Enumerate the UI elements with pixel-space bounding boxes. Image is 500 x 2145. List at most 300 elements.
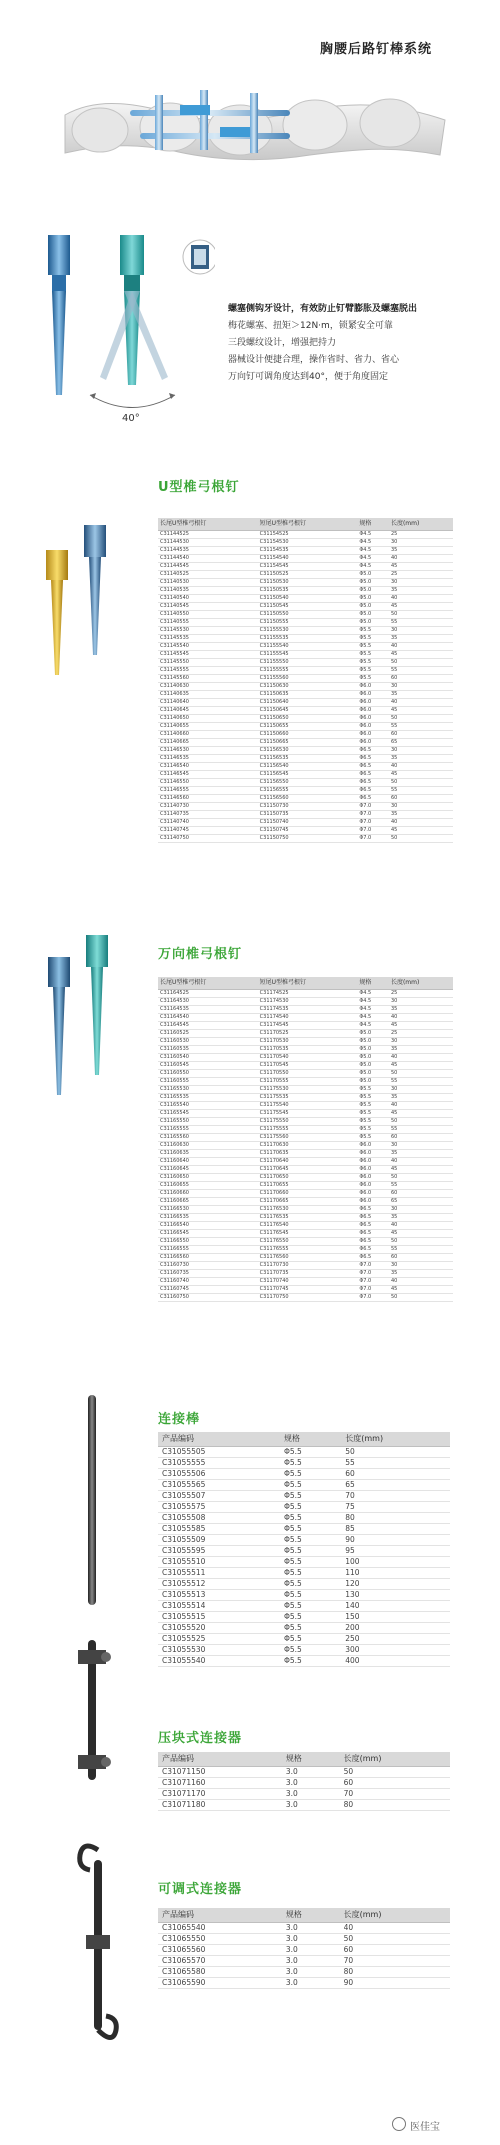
table-cell: C31055540: [158, 1656, 280, 1667]
table-cell: 40: [389, 1102, 453, 1110]
column-header: 规格: [282, 1908, 340, 1923]
table-cell: C31156535: [258, 755, 358, 763]
table-row: [158, 1182, 453, 1190]
table-cell: C31160535: [158, 1046, 258, 1054]
table-cell: C31150635: [258, 691, 358, 699]
table-cell: C31176555: [258, 1246, 358, 1254]
table-cell: Φ7.0: [357, 1286, 389, 1294]
table-cell: C31140660: [158, 731, 258, 739]
table-cell: Φ7.0: [357, 827, 389, 835]
table-cell: 25: [389, 990, 453, 998]
table-row: [158, 1270, 453, 1278]
table-cell: Φ5.5: [357, 667, 389, 675]
table-cell: 25: [389, 571, 453, 579]
table-cell: C31144530: [158, 539, 258, 547]
table-cell: 45: [389, 1110, 453, 1118]
table-row: [158, 1656, 450, 1667]
table-cell: C31055507: [158, 1491, 280, 1502]
table-cell: C31166560: [158, 1254, 258, 1262]
table-cell: Φ6.5: [357, 747, 389, 755]
table-cell: 300: [341, 1645, 450, 1656]
table-cell: 60: [389, 1134, 453, 1142]
table-cell: 50: [389, 1174, 453, 1182]
table-cell: C31150645: [258, 707, 358, 715]
table-cell: C31140540: [158, 595, 258, 603]
table-cell: C31176540: [258, 1222, 358, 1230]
table-cell: Φ5.0: [357, 1030, 389, 1038]
page-title: 胸腰后路钉棒系统: [320, 42, 433, 57]
table-cell: 45: [389, 603, 453, 611]
table-cell: C31055513: [158, 1590, 280, 1601]
table-cell: C31055575: [158, 1502, 280, 1513]
table-cell: 35: [389, 1270, 453, 1278]
column-header: 长度(mm): [340, 1908, 450, 1923]
table-row: [158, 811, 453, 819]
column-header: 长度(mm): [389, 977, 453, 990]
table-cell: 35: [389, 547, 453, 555]
table-cell: Φ6.5: [357, 779, 389, 787]
table-cell: 120: [341, 1579, 450, 1590]
table-cell: Φ6.5: [357, 1238, 389, 1246]
table-cell: C31160530: [158, 1038, 258, 1046]
table-cell: C31170750: [258, 1294, 358, 1302]
table-cell: C31160735: [158, 1270, 258, 1278]
table-cell: Φ5.5: [357, 1110, 389, 1118]
table-row: [158, 1062, 453, 1070]
table-row: [158, 755, 453, 763]
table-row: [158, 579, 453, 587]
column-header: 产品编码: [158, 1908, 282, 1923]
column-header: 规格: [357, 518, 389, 531]
table-cell: C31065550: [158, 1934, 282, 1945]
table-row: [158, 1078, 453, 1086]
table-cell: Φ5.5: [357, 675, 389, 683]
table-cell: C31155550: [258, 659, 358, 667]
table-cell: Φ5.5: [280, 1568, 341, 1579]
table-cell: 55: [389, 723, 453, 731]
table-cell: 30: [389, 683, 453, 691]
table-row: [158, 1286, 453, 1294]
table-cell: C31166530: [158, 1206, 258, 1214]
table-cell: 60: [389, 795, 453, 803]
table-cell: Φ4.5: [357, 1006, 389, 1014]
table-cell: Φ5.0: [357, 595, 389, 603]
table-cell: 55: [341, 1458, 450, 1469]
table-cell: Φ4.5: [357, 555, 389, 563]
column-header: 短尾U型椎弓根钉: [258, 977, 358, 990]
table-row: [158, 795, 453, 803]
table-cell: Φ6.5: [357, 1254, 389, 1262]
table-cell: 60: [340, 1945, 450, 1956]
table-cell: C31150740: [258, 819, 358, 827]
table-row: [158, 555, 453, 563]
poly-screw-image: [42, 935, 122, 1105]
table-cell: C31150745: [258, 827, 358, 835]
table-cell: Φ5.5: [280, 1458, 341, 1469]
table-cell: Φ6.0: [357, 1166, 389, 1174]
table-cell: C31160525: [158, 1030, 258, 1038]
table-cell: C31146560: [158, 795, 258, 803]
table-row: [158, 531, 453, 539]
table-cell: 45: [389, 1022, 453, 1030]
table-cell: C31170530: [258, 1038, 358, 1046]
table-cell: 55: [389, 619, 453, 627]
feature-line-1: 螺塞侧钩牙设计，有效防止钉臂膨胀及螺塞脱出: [228, 304, 418, 314]
table-cell: C31146535: [158, 755, 258, 763]
table-cell: 55: [389, 787, 453, 795]
table-cell: C31150730: [258, 803, 358, 811]
table-cell: C31146555: [158, 787, 258, 795]
table-row: [158, 1214, 453, 1222]
table-cell: C31154535: [258, 547, 358, 555]
table-cell: Φ5.5: [280, 1656, 341, 1667]
table-cell: Φ5.5: [280, 1480, 341, 1491]
table-row: [158, 763, 453, 771]
table-row: [158, 1789, 450, 1800]
table-cell: 3.0: [282, 1978, 340, 1989]
feature-line-3: 三段螺纹设计，增强把持力: [228, 338, 337, 348]
table-cell: C31140525: [158, 571, 258, 579]
table-cell: Φ5.5: [280, 1601, 341, 1612]
column-header: 长度(mm): [341, 1432, 450, 1447]
block-connector-table: [158, 1752, 450, 1811]
table-cell: C31055515: [158, 1612, 280, 1623]
table-cell: 35: [389, 1046, 453, 1054]
table-cell: Φ7.0: [357, 1294, 389, 1302]
table-row: [158, 723, 453, 731]
table-cell: Φ7.0: [357, 1270, 389, 1278]
table-row: [158, 1006, 453, 1014]
spine-implant-illustration: [60, 75, 450, 180]
table-row: [158, 595, 453, 603]
table-cell: C31176535: [258, 1214, 358, 1222]
table-cell: C31150545: [258, 603, 358, 611]
table-cell: C31174525: [258, 990, 358, 998]
block-connector-title: 压块式连接器: [158, 1731, 243, 1746]
table-cell: C31170665: [258, 1198, 358, 1206]
adjustable-connector-table: [158, 1908, 450, 1989]
table-cell: C31140735: [158, 811, 258, 819]
table-cell: C31174530: [258, 998, 358, 1006]
table-cell: 30: [389, 627, 453, 635]
table-cell: Φ6.0: [357, 723, 389, 731]
table-cell: C31166545: [158, 1230, 258, 1238]
table-cell: C31055595: [158, 1546, 280, 1557]
table-row: [158, 803, 453, 811]
table-cell: Φ6.0: [357, 699, 389, 707]
table-cell: C31156555: [258, 787, 358, 795]
table-cell: C31175530: [258, 1086, 358, 1094]
table-row: [158, 1102, 453, 1110]
table-cell: 50: [340, 1767, 450, 1778]
table-cell: C31146530: [158, 747, 258, 755]
table-row: [158, 1230, 453, 1238]
table-row: [158, 1222, 453, 1230]
table-cell: C31155560: [258, 675, 358, 683]
feature-line-2: 梅花螺塞、扭矩＞12N·m，锁紧安全可靠: [228, 321, 393, 331]
table-cell: 50: [389, 1070, 453, 1078]
table-cell: 30: [389, 539, 453, 547]
table-cell: C31170655: [258, 1182, 358, 1190]
table-cell: 100: [341, 1557, 450, 1568]
table-cell: Φ5.5: [357, 1126, 389, 1134]
table-cell: C31150530: [258, 579, 358, 587]
column-header: 长度(mm): [340, 1752, 450, 1767]
table-cell: 3.0: [282, 1789, 340, 1800]
table-row: [158, 1601, 450, 1612]
table-cell: C31164545: [158, 1022, 258, 1030]
table-cell: C31055525: [158, 1634, 280, 1645]
table-cell: C31145555: [158, 667, 258, 675]
table-row: [158, 1294, 453, 1302]
table-cell: Φ5.0: [357, 571, 389, 579]
table-cell: Φ5.5: [357, 1134, 389, 1142]
table-cell: C31170735: [258, 1270, 358, 1278]
table-cell: 85: [341, 1524, 450, 1535]
table-row: [158, 1590, 450, 1601]
table-cell: C31055508: [158, 1513, 280, 1524]
table-cell: Φ6.0: [357, 683, 389, 691]
table-row: [158, 651, 453, 659]
table-cell: C31160665: [158, 1198, 258, 1206]
table-cell: C31170730: [258, 1262, 358, 1270]
table-cell: 40: [389, 1014, 453, 1022]
table-cell: Φ5.5: [280, 1447, 341, 1458]
table-row: [158, 1524, 450, 1535]
table-cell: C31150535: [258, 587, 358, 595]
table-cell: Φ5.0: [357, 1038, 389, 1046]
table-row: [158, 635, 453, 643]
table-cell: C31156540: [258, 763, 358, 771]
table-cell: 45: [389, 771, 453, 779]
table-row: [158, 1238, 453, 1246]
table-cell: 40: [389, 699, 453, 707]
table-cell: C31055505: [158, 1447, 280, 1458]
table-cell: 130: [341, 1590, 450, 1601]
table-row: [158, 547, 453, 555]
table-cell: C31144535: [158, 547, 258, 555]
table-cell: 35: [389, 811, 453, 819]
table-cell: 70: [341, 1491, 450, 1502]
table-cell: Φ6.0: [357, 1190, 389, 1198]
table-cell: C31164535: [158, 1006, 258, 1014]
table-cell: 3.0: [282, 1934, 340, 1945]
table-cell: Φ4.5: [357, 1022, 389, 1030]
table-cell: 60: [341, 1469, 450, 1480]
table-row: [158, 1612, 450, 1623]
table-cell: 50: [389, 1294, 453, 1302]
table-cell: 70: [340, 1789, 450, 1800]
table-cell: C31140635: [158, 691, 258, 699]
table-row: [158, 1923, 450, 1934]
table-cell: 25: [389, 1030, 453, 1038]
table-cell: C31170645: [258, 1166, 358, 1174]
table-cell: Φ6.0: [357, 1142, 389, 1150]
table-cell: 80: [340, 1800, 450, 1811]
table-cell: C31154525: [258, 531, 358, 539]
table-cell: 40: [389, 819, 453, 827]
table-row: [158, 699, 453, 707]
table-cell: 35: [389, 1094, 453, 1102]
table-cell: C31160550: [158, 1070, 258, 1078]
table-cell: 65: [389, 739, 453, 747]
table-cell: C31164530: [158, 998, 258, 1006]
table-cell: 45: [389, 563, 453, 571]
table-cell: 30: [389, 1206, 453, 1214]
table-cell: C31140550: [158, 611, 258, 619]
table-cell: C31156545: [258, 771, 358, 779]
table-cell: C31055511: [158, 1568, 280, 1579]
table-cell: Φ5.5: [280, 1590, 341, 1601]
table-row: [158, 539, 453, 547]
table-cell: Φ6.5: [357, 763, 389, 771]
column-header: 长尾U型椎弓根钉: [158, 518, 258, 531]
table-row: [158, 619, 453, 627]
table-cell: C31055585: [158, 1524, 280, 1535]
table-cell: C31166550: [158, 1238, 258, 1246]
table-cell: C31154530: [258, 539, 358, 547]
table-cell: C31145560: [158, 675, 258, 683]
table-row: [158, 659, 453, 667]
table-cell: Φ5.5: [357, 1118, 389, 1126]
table-cell: 40: [389, 555, 453, 563]
table-cell: Φ6.5: [357, 795, 389, 803]
table-cell: C31150550: [258, 611, 358, 619]
table-row: [158, 1014, 453, 1022]
table-row: [158, 1502, 450, 1513]
table-cell: C31144545: [158, 563, 258, 571]
table-cell: Φ7.0: [357, 1278, 389, 1286]
table-cell: C31165540: [158, 1102, 258, 1110]
table-cell: 55: [389, 1126, 453, 1134]
table-cell: Φ5.5: [280, 1645, 341, 1656]
table-row: [158, 1557, 450, 1568]
table-cell: C31071170: [158, 1789, 282, 1800]
table-cell: Φ4.5: [357, 539, 389, 547]
table-cell: 35: [389, 1006, 453, 1014]
table-cell: C31055530: [158, 1645, 280, 1656]
table-cell: C31175560: [258, 1134, 358, 1142]
table-cell: 50: [340, 1934, 450, 1945]
table-cell: C31150655: [258, 723, 358, 731]
table-cell: 50: [389, 1118, 453, 1126]
rod-image: [85, 1395, 99, 1605]
table-cell: Φ5.5: [280, 1612, 341, 1623]
table-row: [158, 1070, 453, 1078]
table-cell: C31156550: [258, 779, 358, 787]
table-cell: C31170550: [258, 1070, 358, 1078]
table-cell: C31165550: [158, 1118, 258, 1126]
table-cell: 40: [389, 1222, 453, 1230]
table-cell: C31176545: [258, 1230, 358, 1238]
table-cell: C31176550: [258, 1238, 358, 1246]
table-cell: C31160545: [158, 1062, 258, 1070]
table-cell: C31160555: [158, 1078, 258, 1086]
table-cell: C31140630: [158, 683, 258, 691]
table-cell: C31150525: [258, 571, 358, 579]
table-cell: Φ7.0: [357, 835, 389, 843]
table-cell: C31175545: [258, 1110, 358, 1118]
u-screw-title: U型椎弓根钉: [158, 480, 240, 495]
table-row: [158, 1174, 453, 1182]
table-cell: C31155555: [258, 667, 358, 675]
table-row: [158, 835, 453, 843]
table-cell: C31140740: [158, 819, 258, 827]
table-row: [158, 1767, 450, 1778]
table-cell: C31170650: [258, 1174, 358, 1182]
table-cell: C31164525: [158, 990, 258, 998]
table-row: [158, 1458, 450, 1469]
table-cell: Φ6.0: [357, 691, 389, 699]
table-row: [158, 819, 453, 827]
table-row: [158, 1956, 450, 1967]
block-connector-image: [68, 1640, 118, 1780]
table-cell: C31166555: [158, 1246, 258, 1254]
table-cell: C31175535: [258, 1094, 358, 1102]
table-row: [158, 1134, 453, 1142]
table-cell: C31170660: [258, 1190, 358, 1198]
table-cell: C31160730: [158, 1262, 258, 1270]
table-cell: C31146540: [158, 763, 258, 771]
table-cell: C31145545: [158, 651, 258, 659]
table-cell: Φ5.0: [357, 1054, 389, 1062]
table-cell: 60: [340, 1778, 450, 1789]
table-row: [158, 1206, 453, 1214]
table-cell: Φ6.0: [357, 1198, 389, 1206]
table-cell: C31146545: [158, 771, 258, 779]
table-cell: 60: [389, 1190, 453, 1198]
table-cell: 45: [389, 827, 453, 835]
table-cell: Φ5.5: [357, 1102, 389, 1110]
table-row: [158, 1579, 450, 1590]
table-row: [158, 1978, 450, 1989]
table-cell: Φ6.0: [357, 1182, 389, 1190]
table-cell: C31065590: [158, 1978, 282, 1989]
table-cell: C31160540: [158, 1054, 258, 1062]
table-cell: 50: [389, 715, 453, 723]
table-cell: C31160745: [158, 1286, 258, 1294]
table-cell: C31174545: [258, 1022, 358, 1030]
table-cell: C31170635: [258, 1150, 358, 1158]
table-cell: Φ6.0: [357, 731, 389, 739]
table-cell: Φ7.0: [357, 811, 389, 819]
table-cell: Φ5.5: [357, 635, 389, 643]
table-cell: 80: [340, 1967, 450, 1978]
table-cell: C31150630: [258, 683, 358, 691]
table-cell: 35: [389, 587, 453, 595]
table-row: [158, 1469, 450, 1480]
table-cell: Φ5.0: [357, 587, 389, 595]
table-row: [158, 1166, 453, 1174]
table-cell: C31055509: [158, 1535, 280, 1546]
table-row: [158, 998, 453, 1006]
table-cell: C31155540: [258, 643, 358, 651]
table-cell: Φ4.5: [357, 1014, 389, 1022]
table-cell: C31155545: [258, 651, 358, 659]
watermark-icon: [392, 2117, 406, 2131]
feature-line-5: 万向钉可调角度达到40°，便于角度固定: [228, 372, 388, 382]
table-cell: 30: [389, 1262, 453, 1270]
table-row: [158, 747, 453, 755]
table-row: [158, 1150, 453, 1158]
table-cell: C31160635: [158, 1150, 258, 1158]
table-row: [158, 1535, 450, 1546]
table-cell: 3.0: [282, 1967, 340, 1978]
table-cell: C31170540: [258, 1054, 358, 1062]
table-cell: C31160640: [158, 1158, 258, 1166]
table-cell: 30: [389, 998, 453, 1006]
table-cell: Φ5.5: [280, 1524, 341, 1535]
